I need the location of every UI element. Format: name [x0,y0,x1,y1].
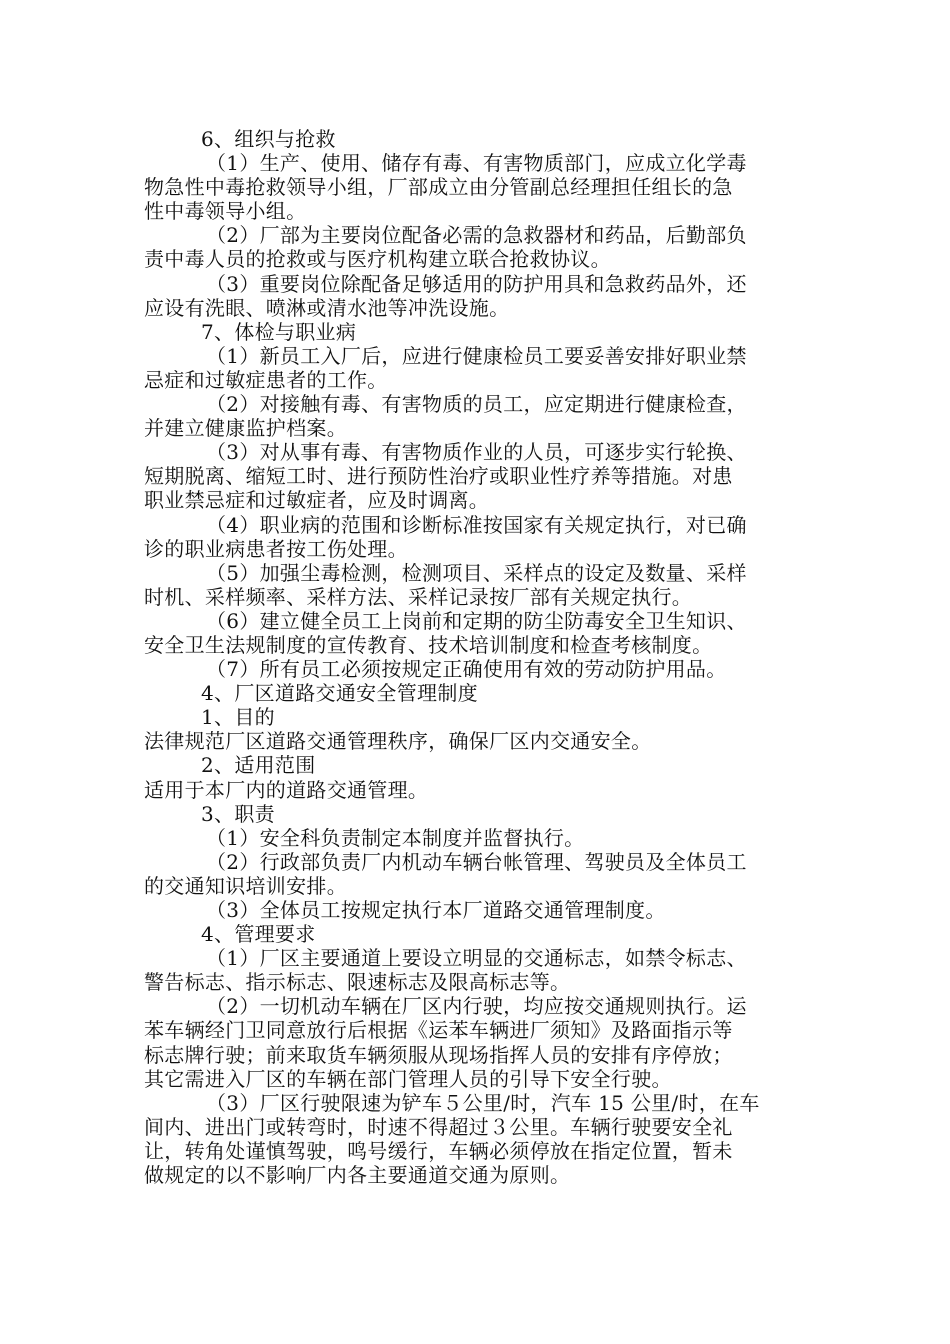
paragraph-line: 法律规范厂区道路交通管理秩序，确保厂区内交通安全。 [144,729,652,754]
paragraph-line: （3）厂区行驶限速为铲车５公里/时，汽车 15 公里/时，在车 [206,1090,760,1115]
paragraph-line: （2）对接触有毒、有害物质的员工，应定期进行健康检查， [206,392,747,417]
paragraph-line: （6）建立健全员工上岗前和定期的防尘防毒安全卫生知识、 [206,608,747,633]
paragraph-line: （5）加强尘毒检测，检测项目、采样点的设定及数量、采样 [206,560,747,585]
paragraph-line: 时机、采样频率、采样方法、采样记录按厂部有关规定执行。 [144,584,693,609]
paragraph-line: 性中毒领导小组。 [144,199,307,224]
paragraph-line: 职业禁忌症和过敏症者，应及时调离。 [144,488,490,513]
paragraph-line: （3）全体员工按规定执行本厂道路交通管理制度。 [206,898,666,922]
paragraph-line: 做规定的以不影响厂内各主要通道交通为原则。 [144,1163,571,1188]
paragraph-line: （2）厂部为主要岗位配备必需的急救器材和药品，后勤部负 [206,223,747,248]
paragraph-line: 让，转角处谨慎驾驶，鸣号缓行，车辆必须停放在指定位置，暂未 [144,1138,733,1163]
paragraph-line: （4）职业病的范围和诊断标准按国家有关规定执行，对已确 [206,512,747,537]
document-body [144,127,812,1187]
paragraph-line: 忌症和过敏症患者的工作。 [144,367,388,392]
paragraph-line: 警告标志、指示标志、限速标志及限高标志等。 [144,970,571,995]
section-heading: 6、组织与抢救 [201,127,336,151]
section-heading: 4、厂区道路交通安全管理制度 [201,681,478,706]
paragraph-line: 其它需进入厂区的车辆在部门管理人员的引导下安全行驶。 [144,1066,672,1091]
paragraph-line: 安全卫生法规制度的宣传教育、技术培训制度和检查考核制度。 [144,632,713,657]
subsection-heading: 3、职责 [201,801,275,826]
paragraph-line: （7）所有员工必须按规定正确使用有效的劳动防护用品。 [206,657,727,682]
paragraph-line: （1）安全科负责制定本制度并监督执行。 [206,825,585,850]
paragraph-line: 诊的职业病患者按工伤处理。 [144,536,408,561]
paragraph-line: 物急性中毒抢救领导小组，厂部成立由分管副总经理担任组长的急 [144,175,733,200]
paragraph-line: 间内、进出门或转弯时，时速不得超过３公里。车辆行驶要安全礼 [144,1114,733,1139]
subsection-heading: 2、适用范围 [201,753,316,778]
subsection-heading: 4、管理要求 [201,922,316,947]
paragraph-line: 适用于本厂内的道路交通管理。 [144,777,429,802]
paragraph-line: （1）厂区主要通道上要设立明显的交通标志，如禁令标志、 [206,946,747,971]
subsection-heading: 1、目的 [201,705,275,730]
paragraph-line: 应设有洗眼、喷淋或清水池等冲洗设施。 [144,295,510,320]
section-heading: 7、体检与职业病 [201,319,357,344]
paragraph-line: （2）一切机动车辆在厂区内行驶，均应按交通规则执行。运 [206,994,747,1019]
paragraph-line: 的交通知识培训安排。 [144,873,347,898]
paragraph-line: 并建立健康监护档案。 [144,416,347,441]
paragraph-line: 责中毒人员的抢救或与医疗机构建立联合抢救协议。 [144,247,611,272]
paragraph-line: 标志牌行驶；前来取货车辆须服从现场指挥人员的安排有序停放； [144,1042,733,1067]
paragraph-line: （1）新员工入厂后，应进行健康检员工要妥善安排好职业禁 [206,343,747,368]
paragraph-line: 苯车辆经门卫同意放行后根据《运苯车辆进厂须知》及路面指示等 [144,1018,733,1043]
paragraph-line: （1）生产、使用、储存有毒、有害物质部门，应成立化学毒 [206,151,747,176]
paragraph-line: （3）重要岗位除配备足够适用的防护用具和急救药品外，还 [206,271,747,296]
paragraph-line: （2）行政部负责厂内机动车辆台帐管理、驾驶员及全体员工 [206,849,747,874]
paragraph-line: （3）对从事有毒、有害物质作业的人员，可逐步实行轮换、 [206,440,747,465]
paragraph-line: 短期脱离、缩短工时、进行预防性治疗或职业性疗养等措施。对患 [144,464,733,489]
